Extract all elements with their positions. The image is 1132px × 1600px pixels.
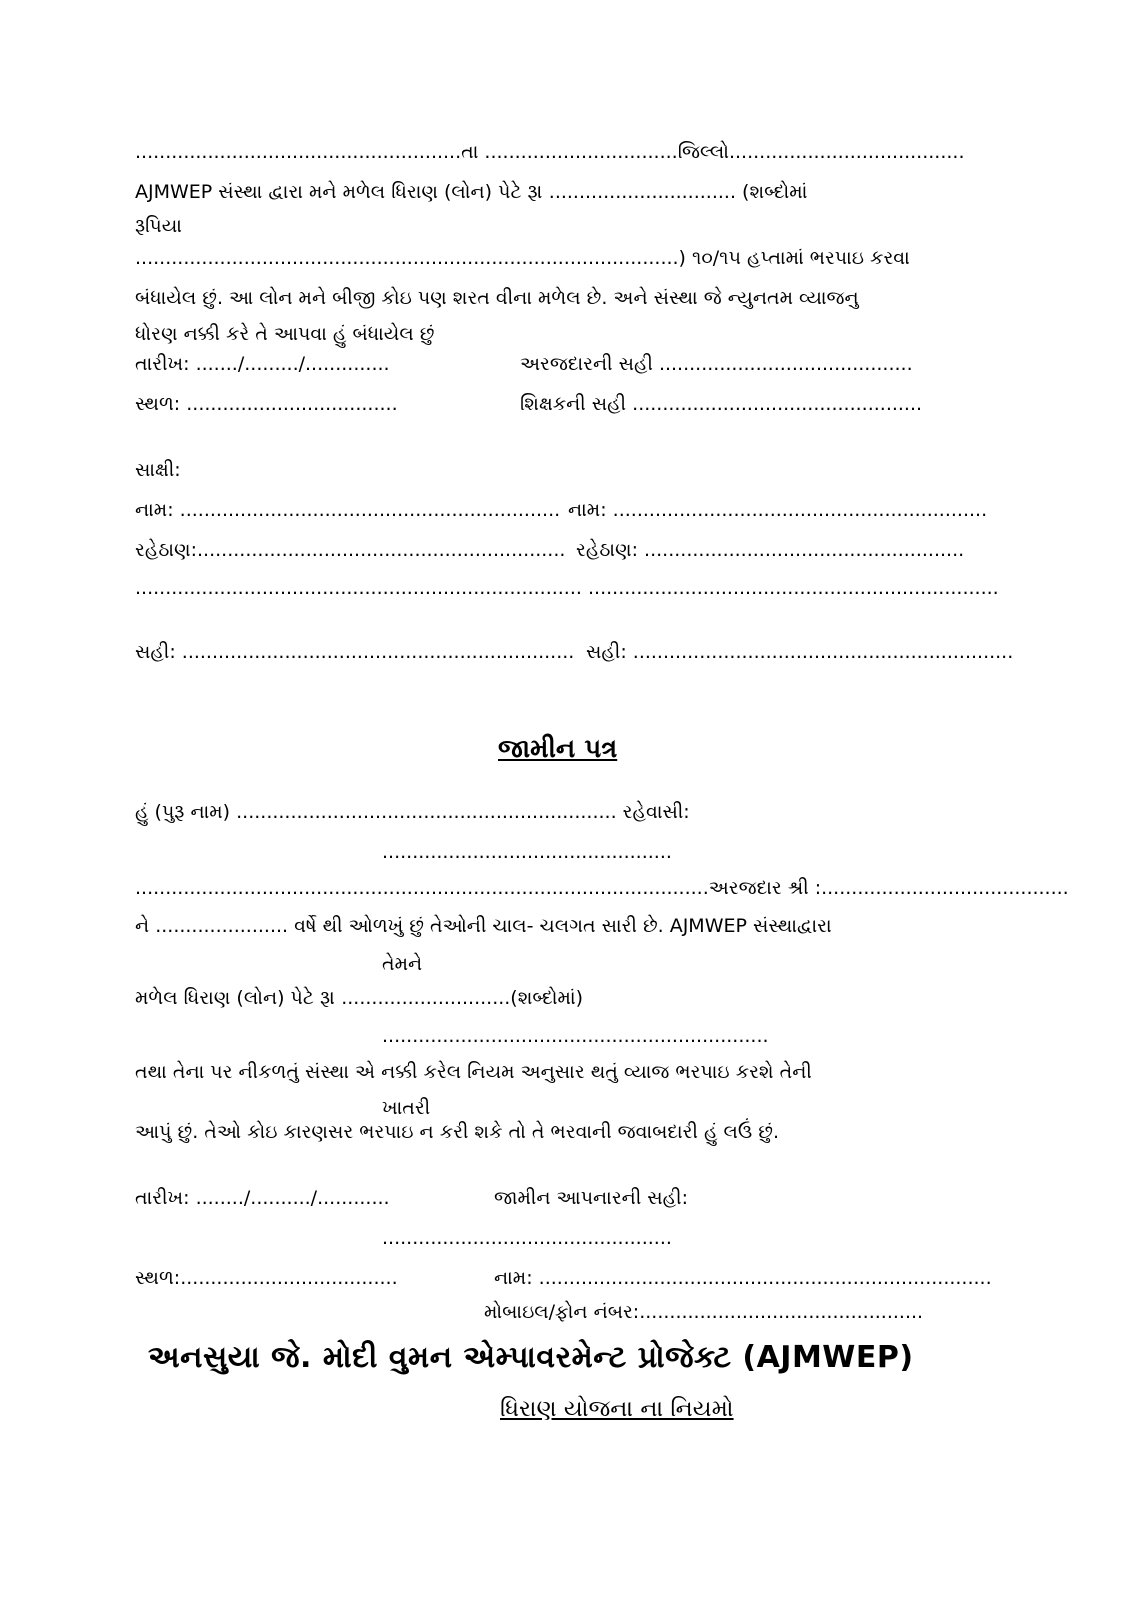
guarantee-date-field: તારીખ: ......../........../............ (135, 1187, 390, 1209)
responsibility-line: આપું છું. તેઓ કોઇ કારણસર ભરપાઇ ન કરી શકે તો તે ભરવાની જવાબદારી હું લઉં છું. (135, 1121, 780, 1143)
installments-line: ..........................................................................................) ૧૦/૧૫ હપ્તામાં ભરપાઇ કરવા (135, 247, 910, 269)
applicant-line: ...............................................................................................અરજદાર શ્રી :......................................... (135, 877, 1069, 899)
district-line: ......................................................તા ................................જિલ્લો....................................... (135, 141, 965, 163)
teacher-signature-field: શિક્ષકની સહી ................................................ (520, 393, 923, 415)
rupees-word-line: રૂપિયા (135, 215, 182, 237)
interest-assurance-line: તથા તેના પર નીકળતું સંસ્થા એ નક્કી કરેલ નિયમ અનુસાર થતું વ્યાજ ભરપાઇ કરશે તેની (135, 1061, 812, 1083)
witness2-residence-field: રહેઠાણ: ..................................................... (576, 539, 965, 561)
witness2-name-field: નામ: .............................................................. (568, 499, 988, 521)
mobile-field: મોબાઇલ/ફોન નંબર:............................................... (484, 1301, 924, 1323)
assurance-word: ખાતરી (382, 1097, 431, 1119)
witness1-residence-field: રહેઠાણ:............................................................. (135, 539, 566, 561)
loan-rules-subtitle: ધિરાણ યોજના ના નિયમો (500, 1396, 734, 1422)
witness2-signature-field: સહી: ............................................................... (586, 641, 1014, 663)
years-known-line: ને ...................... વર્ષે થી ઓળખું છું તેઓની ચાલ- ચલગત સારી છે. AJMWEP સંસ્થાદ્વારા (135, 915, 832, 937)
loan-amount-line: AJMWEP સંસ્થા દ્વારા મને મળેલ ધિરાણ (લોન) પેટે રૂ। ............................... (શબ્દોમાં (135, 181, 808, 203)
guarantor-signature-blank: ................................................ (382, 1227, 672, 1249)
interest-line: ધોરણ નક્કી કરે તે આપવા હું બંધાયેલ છું (135, 323, 435, 345)
applicant-signature-field: અરજદારની સહી .......................................... (520, 353, 913, 375)
them-line: તેમને (382, 953, 423, 975)
guarantor-name-line: હું (પુરૂ નામ) ............................................................... રહેવાસી: (135, 801, 690, 823)
guarantor-name-field: નામ: ........................................................................... (494, 1267, 992, 1289)
place-field: સ્થળ: ................................... (135, 393, 398, 415)
date-field: તારીખ: ......./........./.............. (135, 353, 390, 375)
guarantee-place-field: સ્થળ:.................................... (135, 1267, 398, 1289)
witness1-signature-field: સહી: ................................................................. (135, 641, 575, 663)
witness1-address-blank: .......................................................................... (135, 577, 582, 599)
guarantee-loan-line: મળેલ ધિરાણ (લોન) પેટે રૂ। ............................(શબ્દોમાં) (135, 987, 584, 1009)
witness-heading: સાક્ષી: (135, 459, 181, 481)
organization-banner: અનસુયા જે. મોદી વુમન એમ્પાવરમેન્ટ પ્રોજેક્ટ (AJMWEP) (148, 1340, 914, 1375)
guarantor-signature-label: જામીન આપનારની સહી: (494, 1187, 689, 1209)
amount-words-blank: ................................................................ (382, 1025, 769, 1047)
witness2-address-blank: .................................................................... (588, 577, 999, 599)
residence-blank: ................................................ (382, 841, 672, 863)
bound-line: બંધાયેલ છું. આ લોન મને બીજી કોઇ પણ શરત વીના મળેલ છે. અને સંસ્થા જે ન્યુનતમ વ્યાજનુ (135, 287, 859, 309)
guarantee-title: જામીન પત્ર (498, 734, 618, 764)
witness1-name-field: નામ: ............................................................... (135, 499, 561, 521)
